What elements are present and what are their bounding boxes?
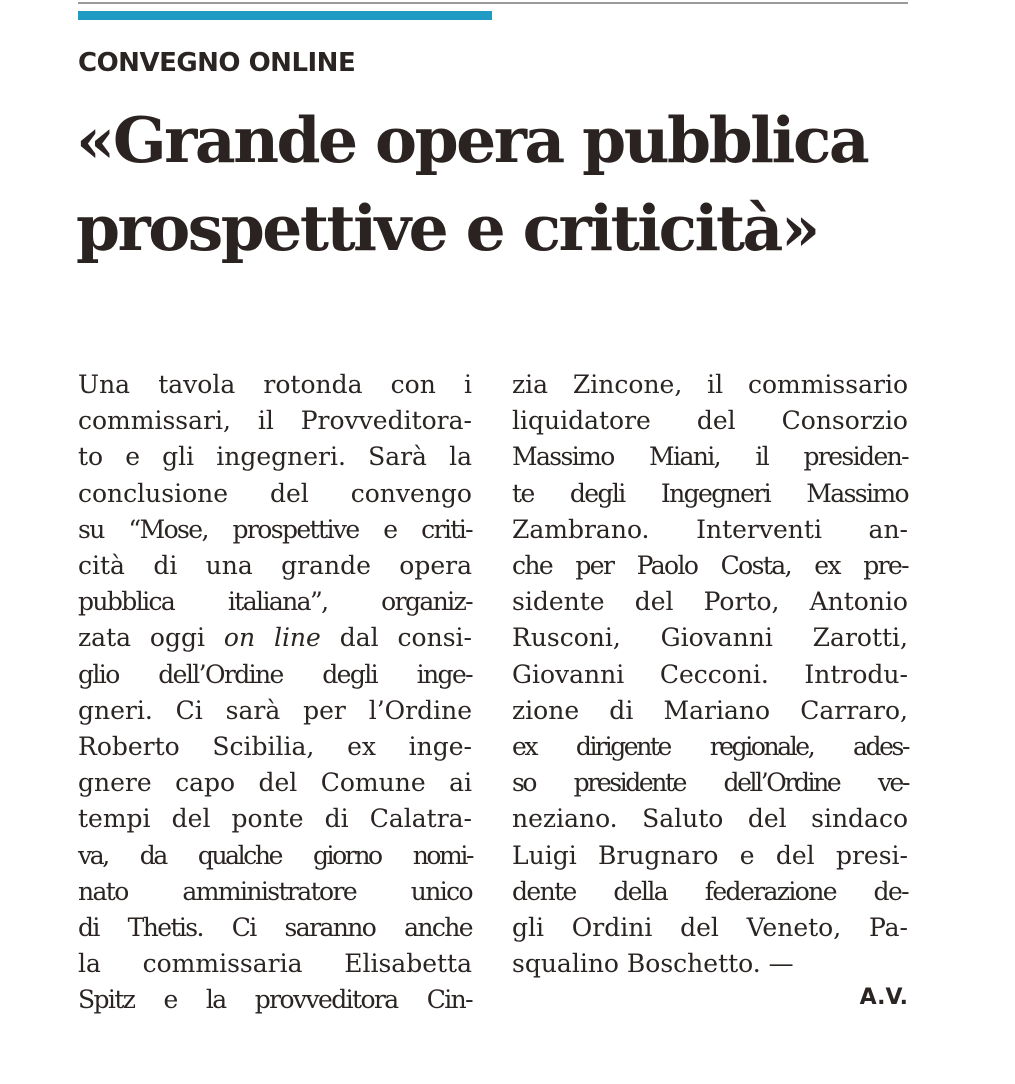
body-line: Massimo Miani, il presiden- <box>512 442 908 472</box>
body-line: su “Mose, prospettive e criti- <box>78 514 472 544</box>
body-line: gneri. Ci sarà per l’Ordine <box>78 695 472 725</box>
author-signature: A.V. <box>859 985 908 1010</box>
body-line: so presidente dell’Ordine ve- <box>512 768 908 798</box>
body-line: Una tavola rotonda con i <box>78 370 472 399</box>
body-line: gnere capo del Comune ai <box>78 768 472 798</box>
headline-line-1: «Grande opera pubblica <box>76 103 868 177</box>
body-line: zione di Mariano Carraro, <box>512 695 908 725</box>
body-line: Giovanni Cecconi. Introdu- <box>512 659 908 689</box>
body-line: gli Ordini del Veneto, Pa- <box>512 913 908 943</box>
body-line: liquidatore del Consorzio <box>512 406 908 436</box>
body-line: la commissaria Elisabetta <box>78 949 472 979</box>
body-line: tempi del ponte di Calatra- <box>78 804 472 834</box>
body-line: conclusione del convengo <box>78 478 472 508</box>
body-line-final: squalino Boschetto. — <box>512 949 794 979</box>
body-line: Roberto Scibilia, ex inge- <box>78 732 472 762</box>
body-text: zata oggi <box>78 623 224 653</box>
body-line: neziano. Saluto del sindaco <box>512 804 908 834</box>
body-line: zia Zincone, il commissario <box>512 370 908 399</box>
body-line: Zambrano. Interventi an- <box>512 514 908 544</box>
accent-bar <box>78 11 492 20</box>
body-line: te degli Ingegneri Massimo <box>512 478 908 508</box>
body-line: pubblica italiana”, organiz- <box>78 587 472 617</box>
article-column-right <box>512 367 908 982</box>
body-line: va, da qualche giorno nomi- <box>78 840 472 870</box>
section-kicker: CONVEGNO ONLINE <box>78 48 356 78</box>
body-line: ex dirigente regionale, ades- <box>512 732 908 762</box>
body-line: Luigi Brugnaro e del presi- <box>512 840 908 870</box>
body-line: dente della federazione de- <box>512 876 908 906</box>
article-column-left <box>78 367 472 1019</box>
body-line: glio dell’Ordine degli inge- <box>78 659 472 689</box>
body-line: Spitz e la provveditora Cin- <box>78 985 472 1015</box>
headline-line-2: prospettive e criticità» <box>76 191 818 265</box>
body-line: sidente del Porto, Antonio <box>512 587 908 617</box>
body-line: che per Paolo Costa, ex pre- <box>512 551 908 581</box>
article-headline <box>76 96 956 272</box>
body-line: commissari, il Provveditora- <box>78 406 472 436</box>
body-line-with-italic <box>78 620 472 656</box>
top-rule <box>78 2 908 4</box>
body-line: to e gli ingegneri. Sarà la <box>78 442 472 472</box>
body-text: dal consi- <box>320 623 472 653</box>
body-line: di Thetis. Ci saranno anche <box>78 913 472 943</box>
body-line: Rusconi, Giovanni Zarotti, <box>512 623 908 653</box>
italic-text: on line <box>223 623 321 653</box>
body-line: nato amministratore unico <box>78 876 472 906</box>
body-line: cità di una grande opera <box>78 551 472 581</box>
